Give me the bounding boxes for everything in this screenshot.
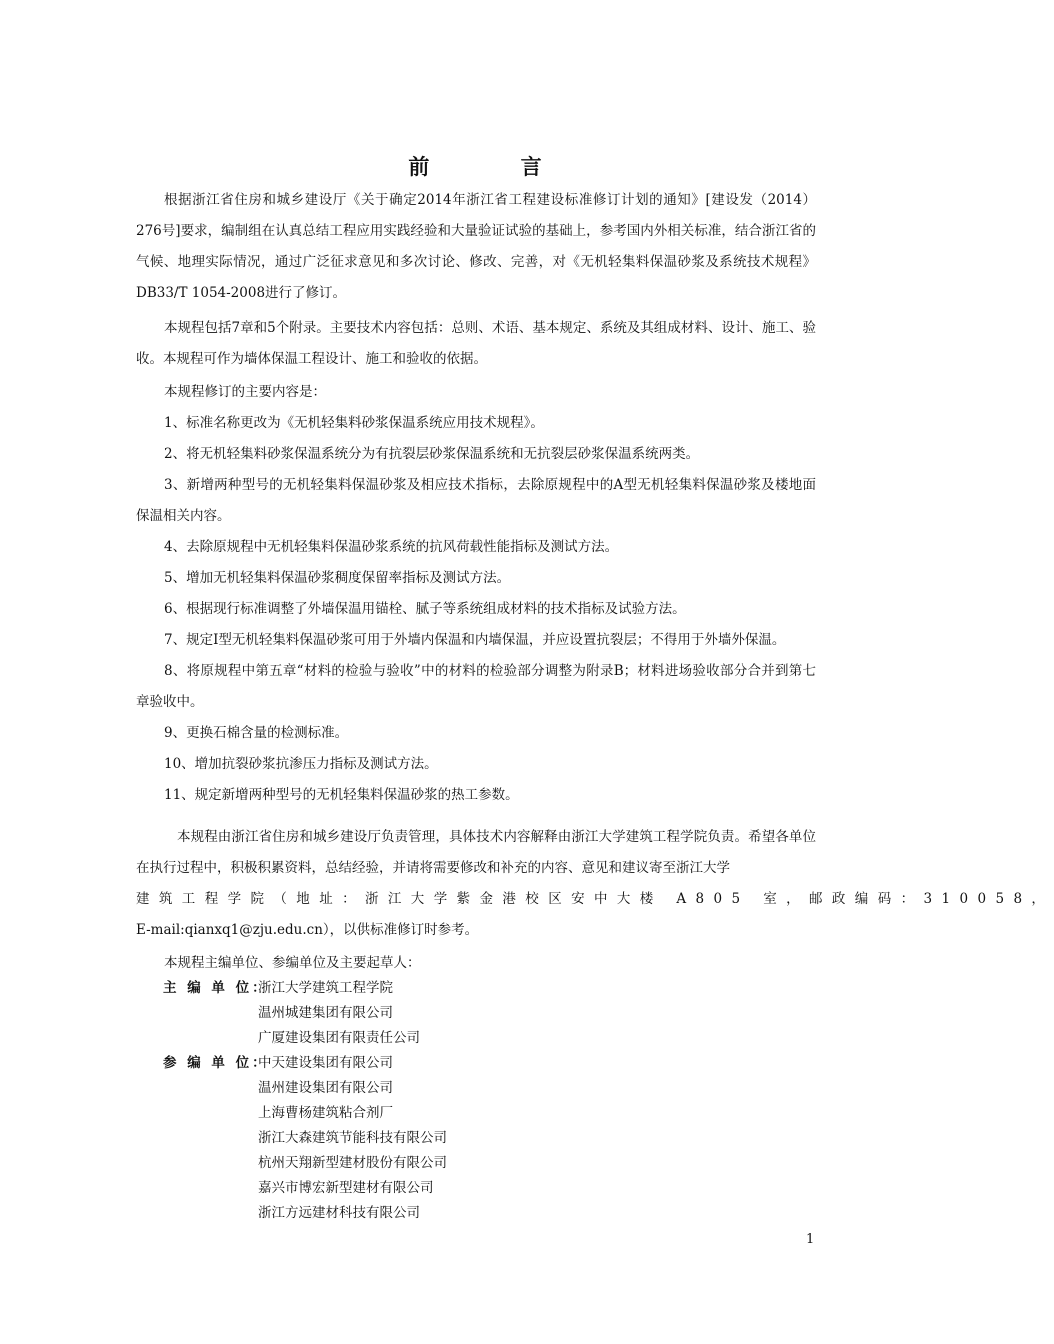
list-item: 8、将原规程中第五章“材料的检验与验收”中的材料的检验部分调整为附录B；材料进场验收部分合并到第七章验收中。: [136, 663, 816, 710]
paragraph-scope: 本规程包括7章和5个附录。主要技术内容包括：总则、术语、基本规定、系统及其组成材料、设计、施工、验收。本规程可作为墙体保温工程设计、施工和验收的依据。: [136, 320, 816, 367]
chief-unit-3: 广厦建设集团有限责任公司: [258, 1030, 420, 1046]
management-paragraph: [136, 822, 1054, 946]
list-item: 9、更换石棉含量的检测标准。: [164, 725, 349, 741]
paragraph-management: 本规程由浙江省住房和城乡建设厅负责管理，具体技术内容解释由浙江大学建筑工程学院负责。希望各单位在执行过程中，积极积累资料，总结经验，并请将需要修改和补充的内容、意见和建议寄至浙江大学: [136, 829, 816, 876]
list-item: 2、将无机轻集料砂浆保温系统分为有抗裂层砂浆保温系统和无抗裂层砂浆保温系统两类。: [164, 446, 700, 462]
participating-unit-5: 杭州天翔新型建材股份有限公司: [258, 1155, 447, 1171]
list-item: 6、根据现行标准调整了外墙保温用锚栓、腻子等系统组成材料的技术指标及试验方法。: [164, 601, 686, 617]
list-item: 4、去除原规程中无机轻集料保温砂浆系统的抗风荷载性能指标及测试方法。: [164, 539, 619, 555]
participating-unit-3: 上海曹杨建筑粘合剂厂: [258, 1105, 393, 1121]
list-item: 3、新增两种型号的无机轻集料保温砂浆及相应技术指标，去除原规程中的A型无机轻集料保温砂浆及楼地面保温相关内容。: [136, 477, 816, 524]
list-item: 10、增加抗裂砂浆抗渗压力指标及测试方法。: [164, 756, 438, 772]
revision-item-list: [136, 408, 816, 811]
participating-unit-4: 浙江大森建筑节能科技有限公司: [258, 1130, 447, 1146]
participating-unit-2: 温州建设集团有限公司: [258, 1080, 393, 1096]
chief-unit-1: 浙江大学建筑工程学院: [258, 980, 393, 996]
participating-unit-1: 中天建设集团有限公司: [258, 1055, 393, 1071]
participating-unit-6: 嘉兴市博宏新型建材有限公司: [258, 1180, 434, 1196]
chief-units-label-text: 主 编 单 位：: [163, 980, 269, 996]
paragraph-management-address: 建筑工程学院（地址：浙江大学紫金港校区安中大楼 A805 室，邮政编码：310058，: [136, 891, 1054, 907]
drafters-intro-block: [136, 951, 816, 976]
paragraph-basis: 根据浙江省住房和城乡建设厅《关于确定2014年浙江省工程建设标准修订计划的通知》[建设发（2014）276号]要求，编制组在认真总结工程应用实践经验和大量验证试验的基础上，参考国内外相关标准，结合浙江省的气候、地理实际情况，通过广泛征求意见和多次讨论、修改、完善，对《无机轻集料保温砂浆及系统技术规程》DB33/T 1054-2008进行了修订。: [136, 192, 816, 301]
participating-units-label: [163, 1051, 269, 1076]
list-item: 5、增加无机轻集料保温砂浆稠度保留率指标及测试方法。: [164, 570, 511, 586]
list-item: 11、规定新增两种型号的无机轻集料保温砂浆的热工参数。: [164, 787, 519, 803]
page-number: 1: [806, 1232, 815, 1247]
participating-unit-7: 浙江方远建材科技有限公司: [258, 1205, 420, 1221]
list-item: 1、标准名称更改为《无机轻集料砂浆保温系统应用技术规程》。: [164, 415, 544, 431]
intro-paragraph: [136, 185, 816, 309]
participating-units-label-text: 参 编 单 位：: [163, 1055, 269, 1071]
paragraph-drafters-intro: 本规程主编单位、参编单位及主要起草人：: [164, 955, 421, 971]
page-title: 前 言: [408, 155, 584, 179]
chief-unit-2: 温州城建集团有限公司: [258, 1005, 393, 1021]
list-item: 7、规定Ⅰ型无机轻集料保温砂浆可用于外墙内保温和内墙保温，并应设置抗裂层；不得用于外墙外保温。: [164, 632, 786, 648]
scope-paragraph: [136, 313, 816, 375]
paragraph-management-email: E-mail:qianxq1@zju.edu.cn），以供标准修订时参考。: [136, 922, 479, 938]
revision-heading-block: [136, 377, 816, 408]
chief-units-label: [163, 976, 269, 1001]
paragraph-revision-heading: 本规程修订的主要内容是：: [164, 384, 326, 400]
